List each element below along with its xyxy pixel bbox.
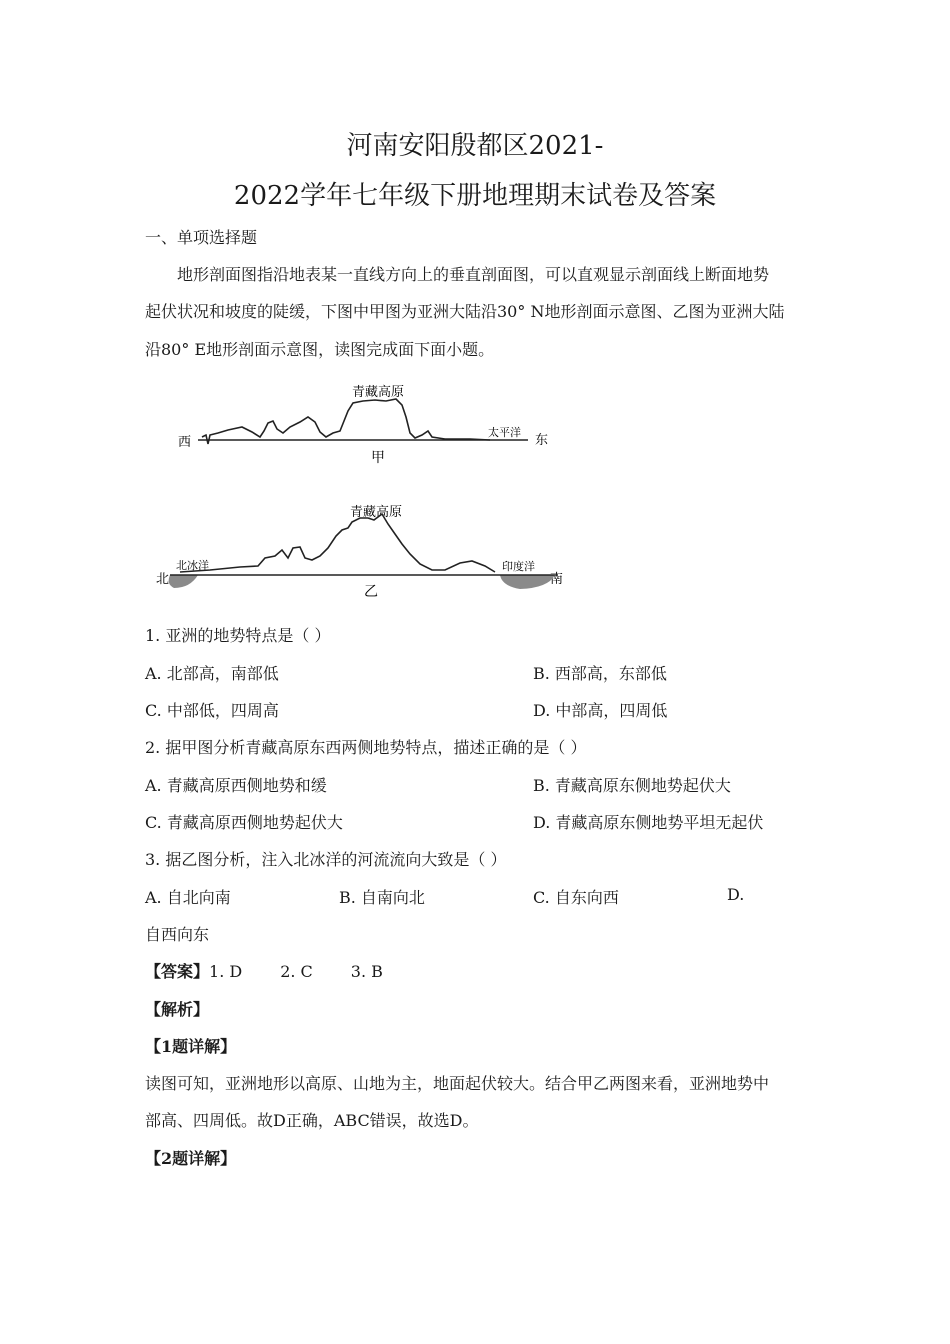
figure-jia-peak-label: 青藏高原 bbox=[352, 385, 405, 400]
answer-1: 1. D bbox=[209, 962, 243, 981]
question-1-option-c: C. 中部低，四周高 bbox=[145, 701, 279, 720]
document-title-line1: 河南安阳殷都区2021- bbox=[346, 131, 604, 161]
intro-line-3: 沿80° E地形剖面示意图，读图完成面下面小题。 bbox=[145, 340, 495, 359]
intro-line-1: 地形剖面图指沿地表某一直线方向上的垂直剖面图，可以直观显示剖面线上断面地势 bbox=[177, 265, 770, 284]
figure-jia-profile bbox=[170, 375, 560, 470]
figure-yi-south-ocean-label: 印度洋 bbox=[502, 560, 535, 573]
detail-2-label: 【2题详解】 bbox=[145, 1149, 237, 1168]
question-1-option-d: D. 中部高，四周低 bbox=[533, 701, 668, 720]
figure-yi-caption: 乙 bbox=[364, 584, 378, 600]
answer-3: 3. B bbox=[350, 962, 383, 981]
intro-line-2: 起伏状况和坡度的陡缓，下图中甲图为亚洲大陆沿30° N地形剖面示意图、乙图为亚洲大陆 bbox=[145, 302, 785, 321]
question-2-stem: 2. 据甲图分析青藏高原东西两侧地势特点，描述正确的是（ ） bbox=[145, 738, 587, 757]
question-3-option-d-text: 自西向东 bbox=[145, 925, 210, 944]
question-2-option-c: C. 青藏高原西侧地势起伏大 bbox=[145, 813, 343, 832]
detail-1-line-2: 部高、四周低。故D正确，ABC错误，故选D。 bbox=[145, 1111, 479, 1130]
question-2-option-a: A. 青藏高原西侧地势和缓 bbox=[145, 776, 327, 795]
figure-jia-terrain-line bbox=[202, 399, 490, 444]
figure-yi-south-label: 南 bbox=[550, 572, 564, 587]
document-title-line2: 2022学年七年级下册地理期末试卷及答案 bbox=[233, 181, 717, 211]
figure-jia-west-label: 西 bbox=[178, 435, 192, 450]
section-heading: 一、单项选择题 bbox=[145, 228, 258, 247]
figure-yi-north-ocean-shape bbox=[169, 575, 198, 588]
answer-label: 【答案】 bbox=[145, 962, 210, 981]
answer-line bbox=[145, 959, 383, 982]
question-2-option-b: B. 青藏高原东侧地势起伏大 bbox=[533, 776, 731, 795]
figure-yi-profile bbox=[150, 498, 580, 603]
detail-1-line-1: 读图可知，亚洲地形以高原、山地为主，地面起伏较大。结合甲乙两图来看，亚洲地势中 bbox=[145, 1074, 770, 1093]
figure-jia-east-label: 东 bbox=[535, 433, 549, 448]
question-3-option-d: D. bbox=[727, 885, 745, 904]
question-3-option-a: A. 自北向南 bbox=[145, 888, 231, 907]
question-3-option-c: C. 自东向西 bbox=[533, 888, 619, 907]
figure-yi-peak-label: 青藏高原 bbox=[350, 505, 403, 520]
question-3-stem: 3. 据乙图分析，注入北冰洋的河流流向大致是（ ） bbox=[145, 850, 507, 869]
question-1-option-b: B. 西部高，东部低 bbox=[533, 664, 667, 683]
figure-yi-south-ocean-shape bbox=[500, 575, 555, 589]
detail-1-label: 【1题详解】 bbox=[145, 1037, 237, 1056]
figure-yi-north-ocean-label: 北冰洋 bbox=[176, 559, 209, 572]
answer-2: 2. C bbox=[280, 962, 313, 981]
question-1-option-a: A. 北部高，南部低 bbox=[145, 664, 279, 683]
question-3-option-b: B. 自南向北 bbox=[339, 888, 425, 907]
figure-jia-caption: 甲 bbox=[371, 450, 385, 466]
question-1-stem: 1. 亚洲的地势特点是（ ） bbox=[145, 626, 331, 645]
figure-yi-north-label: 北 bbox=[156, 572, 170, 587]
question-2-option-d: D. 青藏高原东侧地势平坦无起伏 bbox=[533, 813, 764, 832]
figure-jia-ocean-label: 太平洋 bbox=[488, 426, 521, 439]
analysis-label: 【解析】 bbox=[145, 1000, 210, 1019]
figure-yi-terrain-line bbox=[180, 514, 495, 572]
